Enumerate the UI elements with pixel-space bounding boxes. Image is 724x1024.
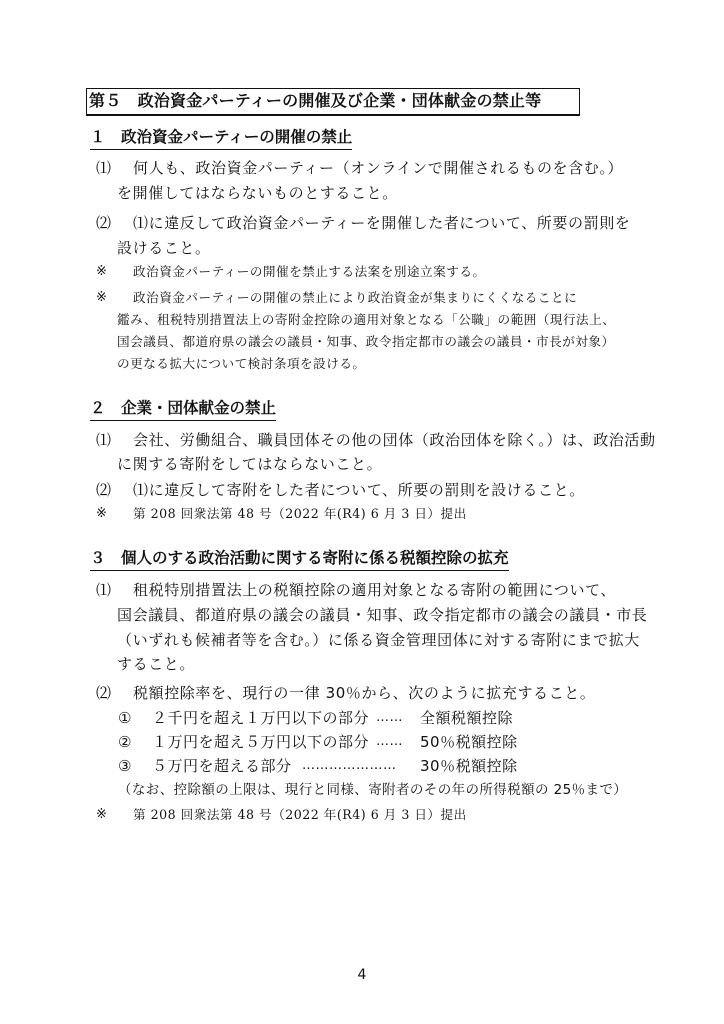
- tier-leader-dots: ……: [376, 710, 403, 725]
- tier-deduction-value: 30％税額控除: [420, 757, 518, 775]
- item-marker: ⑴: [96, 159, 112, 177]
- section-1-item-2-line-1: ⑴に違反して政治資金パーティーを開催した者について、所要の罰則を: [133, 214, 631, 232]
- tier-number: ③: [118, 757, 132, 775]
- section-1-item-1-line-1: 何人も、政治資金パーティー（オンラインで開催されるものを含む。）: [133, 159, 624, 177]
- section-3-note: 第 208 回衆法第 48 号（2022 年(R4) 6 月 3 日）提出: [133, 807, 467, 822]
- item-marker: ⑴: [96, 581, 112, 599]
- tier-range-label: ２千円を超え１万円以下の部分: [152, 709, 370, 727]
- section-1-heading: １ 政治資金パーティーの開催の禁止: [90, 127, 352, 150]
- section-2-item-1-line-2: に関する寄附をしてはならないこと。: [117, 455, 383, 473]
- tier-number: ①: [118, 709, 132, 727]
- section-3-item-1-line-1: 租税特別措置法上の税額控除の適用対象となる寄附の範囲について、: [133, 581, 617, 599]
- section-1-note-2-line-2: 鑑み、租税特別措置法上の寄附金控除の適用対象となる「公職」の範囲（現行法上、: [117, 312, 616, 327]
- section-1-note-2-line-4: の更なる拡大について検討条項を設ける。: [117, 356, 366, 371]
- item-marker: ⑵: [96, 684, 112, 702]
- section-1-item-1-line-2: を開催してはならないものとすること。: [117, 184, 398, 202]
- section-3-item-1-line-4: すること。: [117, 655, 196, 673]
- tier-deduction-value: 全額税額控除: [420, 709, 514, 727]
- note-marker: ※: [96, 807, 107, 822]
- tier-leader-dots: …………………: [302, 758, 397, 773]
- section-1-note-2-line-1: 政治資金パーティーの開催の禁止により政治資金が集まりにくくなることに: [133, 290, 578, 305]
- section-3-item-1-line-3: （いずれも候補者等を含む。）に係る資金管理団体に対する寄附にまで拡大: [117, 631, 640, 649]
- section-2-heading: ２ 企業・団体献金の禁止: [90, 398, 276, 421]
- section-1-item-2-line-2: 設けること。: [117, 239, 211, 257]
- chapter-title: 第５ 政治資金パーティーの開催及び企業・団体献金の禁止等: [86, 88, 580, 116]
- tier-range-label: １万円を超え５万円以下の部分: [152, 733, 370, 751]
- note-marker: ※: [96, 264, 107, 279]
- section-1-note-1: 政治資金パーティーの開催を禁止する法案を別途立案する。: [133, 264, 486, 279]
- tier-number: ②: [118, 733, 132, 751]
- section-3-heading: ３ 個人のする政治活動に関する寄附に係る税額控除の拡充: [90, 548, 509, 571]
- page-number: 4: [357, 967, 367, 983]
- section-2-item-2-line-1: ⑴に違反して寄附をした者について、所要の罰則を設けること。: [133, 481, 585, 499]
- section-3-item-2-line-1: 税額控除率を、現行の一律 30％から、次のように拡充すること。: [133, 684, 596, 702]
- tier-leader-dots: ……: [376, 734, 403, 749]
- section-3-item-1-line-2: 国会議員、都道府県の議会の議員・知事、政令指定都市の議会の議員・市長: [117, 606, 648, 624]
- tier-range-label: ５万円を超える部分: [152, 757, 292, 775]
- tier-deduction-value: 50％税額控除: [420, 733, 518, 751]
- item-marker: ⑵: [96, 481, 112, 499]
- section-2-note: 第 208 回衆法第 48 号（2022 年(R4) 6 月 3 日）提出: [133, 506, 467, 521]
- section-1-note-2-line-3: 国会議員、都道府県の議会の議員・知事、政令指定都市の議会の議員・市長が対象）: [117, 334, 615, 349]
- deduction-cap-note: （なお、控除額の上限は、現行と同様、寄附者のその年の所得税額の 25％まで）: [118, 782, 628, 798]
- item-marker: ⑴: [96, 431, 112, 449]
- note-marker: ※: [96, 506, 107, 521]
- item-marker: ⑵: [96, 214, 112, 232]
- note-marker: ※: [96, 290, 107, 305]
- section-2-item-1-line-1: 会社、労働組合、職員団体その他の団体（政治団体を除く。）は、政治活動: [133, 431, 656, 449]
